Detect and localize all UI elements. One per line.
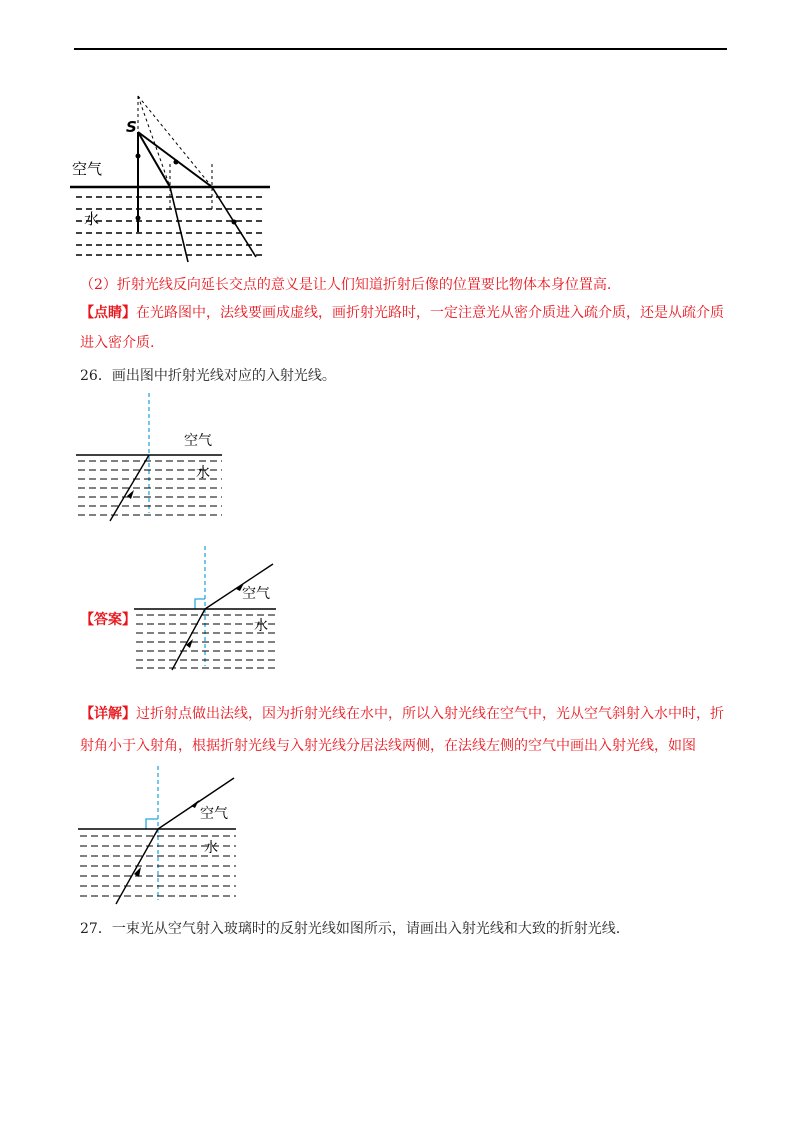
review-text: 在光路图中，法线要画成虚线，画折射光路时，一定注意光从密介质进入疏介质，还是从疏介质: [136, 305, 724, 321]
fig1-label-air: 空气: [72, 160, 103, 178]
fig-explain-diagram: [76, 766, 246, 906]
fig-q26-label-air: 空气: [184, 433, 212, 449]
fig-q26-label-water: 水: [196, 465, 210, 481]
fig1-label-water: 水: [84, 210, 100, 228]
answer-tag: 【答案】: [80, 612, 136, 628]
fig-answer-diagram: [130, 546, 280, 672]
explain-tag: 【详解】: [80, 706, 136, 722]
explain-paragraph-line2: 射角小于入射角，根据折射光线与入射光线分居法线两侧，在法线左侧的空气中画出入射光线，如图: [80, 738, 696, 754]
fig-explain-label-air: 空气: [200, 806, 228, 822]
fig-explain-label-water: 水: [204, 840, 218, 856]
review-paragraph-line2: 进入密介质.: [80, 335, 155, 351]
header-rule: [74, 48, 727, 50]
review-tag: 【点睛】: [80, 305, 136, 321]
fig-answer-label-water: 水: [254, 618, 268, 634]
question-27: 27．一束光从空气射入玻璃时的反射光线如图所示，请画出入射光线和大致的折射光线.: [80, 921, 621, 937]
explain-text: 过折射点做出法线，因为折射光线在水中，所以入射光线在空气中，光从空气斜射入水中时，折: [136, 706, 724, 722]
answer-part-2: （2）折射光线反向延长交点的意义是让人们知道折射后像的位置要比物体本身位置高.: [80, 277, 612, 293]
fig1-refraction-diagram: [70, 92, 280, 264]
fig-answer-label-air: 空气: [242, 586, 270, 602]
explain-paragraph-line1: [80, 704, 724, 724]
fig1-label-s: S: [126, 118, 137, 136]
review-paragraph-line1: [80, 303, 724, 323]
question-26: 26．画出图中折射光线对应的入射光线。: [80, 368, 336, 384]
fig-q26-diagram: [72, 393, 232, 523]
